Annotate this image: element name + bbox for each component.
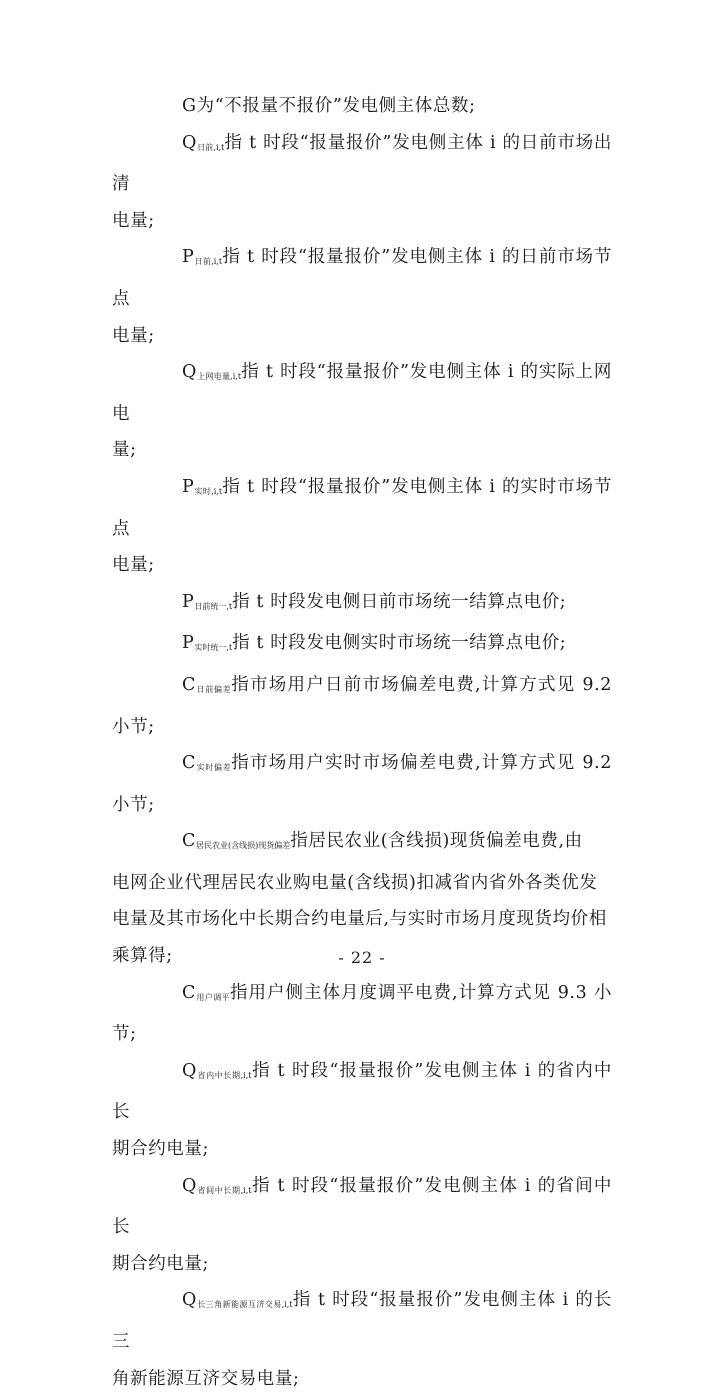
paragraph-text: 为“不报量不报价”发电侧主体总数; <box>196 96 476 116</box>
variable-symbol: G <box>182 96 197 116</box>
paragraph-text: 指市场用户日前市场偏差电费,计算方式见 9.2 小节; <box>112 674 612 737</box>
paragraph-text: 电量及其市场化中长期合约电量后,与实时市场月度现货均价相 <box>112 909 607 930</box>
variable-subscript: 上网电量,i,t <box>196 372 242 382</box>
variable-subscript: 日前统一,t <box>194 601 233 611</box>
paragraph-text: 指 t 时段“报量报价”发电侧主体 i 的实际上网电 <box>112 362 612 424</box>
paragraph-text: 电量; <box>112 325 155 346</box>
paragraph-text: 指市场用户实时市场偏差电费,计算方式见 9.2 小节; <box>112 753 612 815</box>
paragraph-text: 指 t 时段“报量报价”发电侧主体 i 的日前市场出清 <box>112 132 613 195</box>
variable-subscript: 实时,i,t <box>194 486 223 496</box>
paragraph-text: 指 t 时段“报量报价”发电侧主体 i 的省内中长 <box>112 1060 612 1123</box>
page-number: - 22 - <box>338 948 386 967</box>
variable-symbol: Q <box>182 1290 197 1311</box>
paragraph-text: 指 t 时段“报量报价”发电侧主体 i 的实时市场节点 <box>112 476 613 539</box>
paragraph-line <box>112 88 612 125</box>
paragraph-line <box>112 975 612 1053</box>
variable-subscript: 省间中长期,i,t <box>196 1185 252 1195</box>
paragraph-line <box>112 203 612 240</box>
variable-symbol: P <box>182 633 195 654</box>
paragraph-line <box>112 1053 612 1131</box>
variable-symbol: P <box>182 591 195 612</box>
variable-symbol: C <box>182 982 196 1003</box>
paragraph-line <box>112 318 612 355</box>
paragraph-line <box>112 354 612 432</box>
paragraph-text: 指居民农业(含线损)现货偏差电费,由 <box>290 831 583 852</box>
paragraph-text: 指用户侧主体月度调平电费,计算方式见 9.3 小节; <box>112 982 612 1045</box>
variable-subscript: 居民农业(含线损)现货偏差 <box>196 841 291 851</box>
paragraph-line <box>112 865 612 902</box>
variable-symbol: Q <box>182 1175 197 1196</box>
paragraph-text: 指 t 时段发电侧实时市场统一结算点电价; <box>232 633 567 654</box>
paragraph-line <box>112 432 612 469</box>
variable-subscript: 实时偏差 <box>196 763 232 773</box>
paragraph-text: 期合约电量; <box>112 1253 209 1274</box>
paragraph-line <box>112 901 612 938</box>
paragraph-line <box>112 125 612 203</box>
paragraph-line <box>112 239 612 317</box>
variable-symbol: P <box>182 247 195 268</box>
paragraph-line <box>112 1131 612 1168</box>
paragraph-text: 乘算得; <box>112 946 173 967</box>
paragraph-line <box>112 625 612 667</box>
paragraph-text: 指 t 时段“报量报价”发电侧主体 i 的日前市场节点 <box>112 247 613 309</box>
variable-symbol: C <box>182 674 196 695</box>
paragraph-text: 量; <box>112 440 137 461</box>
variable-symbol: Q <box>182 362 197 383</box>
paragraph-line <box>112 1282 612 1360</box>
paragraph-text: 指 t 时段“报量报价”发电侧主体 i 的长三 <box>112 1290 612 1352</box>
variable-symbol: Q <box>182 1060 197 1081</box>
paragraph-line <box>112 584 612 626</box>
variable-subscript: 长三角新能源互济交易,i,t <box>196 1300 293 1310</box>
variable-symbol: P <box>182 476 195 497</box>
variable-subscript: 实时统一,t <box>194 643 233 653</box>
paragraph-text: 电量; <box>112 210 155 231</box>
variable-symbol: C <box>182 831 196 852</box>
paragraph-text: 指 t 时段发电侧日前市场统一结算点电价; <box>232 591 567 612</box>
variable-subscript: 日前偏差 <box>196 684 232 694</box>
paragraph-text: 指 t 时段“报量报价”发电侧主体 i 的省间中长 <box>112 1175 612 1238</box>
paragraph-line <box>112 1361 612 1397</box>
paragraph-line <box>112 1246 612 1283</box>
variable-symbol: Q <box>182 132 197 153</box>
paragraph-text: 电量; <box>112 555 155 576</box>
paragraph-text: 电网企业代理居民农业购电量(含线损)扣减省内省外各类优发 <box>112 872 598 893</box>
variable-subscript: 日前,i,t <box>196 142 225 152</box>
paragraph-line <box>112 745 612 823</box>
variable-symbol: C <box>182 753 196 774</box>
paragraph-line <box>112 547 612 584</box>
paragraph-line <box>112 469 612 547</box>
variable-subscript: 日前,i,t <box>194 257 223 267</box>
page-content <box>112 88 612 1397</box>
variable-subscript: 省内中长期,i,t <box>196 1070 252 1080</box>
paragraph-line <box>112 667 612 745</box>
variable-subscript: 用户调平 <box>196 992 231 1002</box>
paragraph-line <box>112 823 612 865</box>
paragraph-text: 角新能源互济交易电量; <box>112 1368 300 1389</box>
paragraph-text: 期合约电量; <box>112 1139 209 1160</box>
paragraph-line <box>112 1168 612 1246</box>
